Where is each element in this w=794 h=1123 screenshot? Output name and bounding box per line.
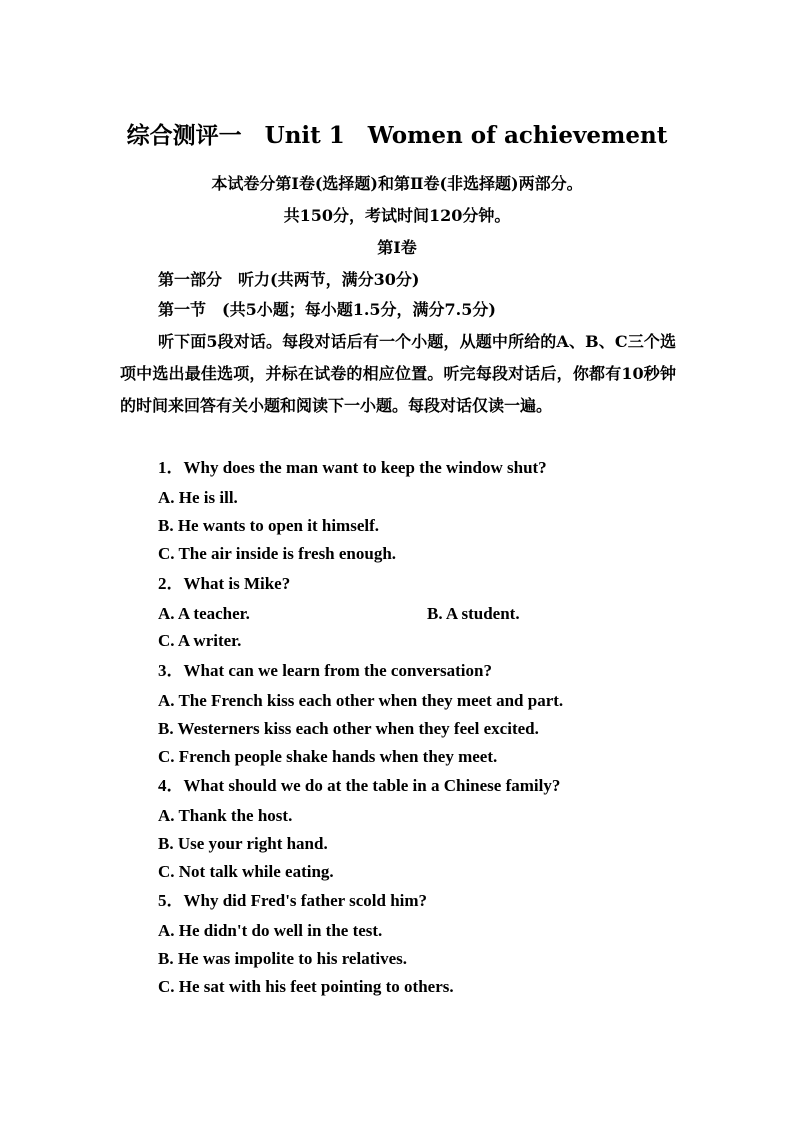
question-2-option-a: A. A teacher. [158,604,250,623]
intro-line-1: 本试卷分第Ⅰ卷(选择题)和第Ⅱ卷(非选择题)两部分。 [211,174,583,193]
question-1-option-b: B. He wants to open it himself. [158,516,379,535]
question-2-stem: 2．What is Mike? [158,574,291,593]
question-4-stem: 4．What should we do at the table in a Chinese family? [158,776,561,795]
question-5-option-c: C. He sat with his feet pointing to others. [158,977,454,996]
volume-heading: 第Ⅰ卷 [377,238,417,257]
question-3-option-c: C. French people shake hands when they meet. [158,747,498,766]
question-1-option-a: A. He is ill. [158,488,238,507]
question-5-option-b: B. He was impolite to his relatives. [158,949,407,968]
question-1-stem: 1．Why does the man want to keep the window shut? [158,458,547,477]
intro-line-2: 共150分，考试时间120分钟。 [283,206,511,225]
question-5-option-a: A. He didn't do well in the test. [158,921,383,940]
question-4-option-a: A. Thank the host. [158,806,293,825]
question-4-option-b: B. Use your right hand. [158,834,328,853]
question-2-option-c: C. A writer. [158,631,242,650]
section-heading: 第一节 (共5小题；每小题1.5分，满分7.5分) [158,300,496,319]
page-title: 综合测评一 Unit 1 Women of achievement [126,122,668,149]
question-5-stem: 5．Why did Fred's father scold him? [158,891,428,910]
part-heading: 第一部分 听力(共两节，满分30分) [158,270,420,289]
question-1-option-c: C. The air inside is fresh enough. [158,544,397,563]
question-4-option-c: C. Not talk while eating. [158,862,334,881]
question-2-option-b: B. A student. [427,604,520,623]
question-3-option-a: A. The French kiss each other when they meet and part. [158,691,564,710]
question-3-stem: 3．What can we learn from the conversation? [158,661,492,680]
instructions-paragraph: 听下面5段对话。每段对话后有一个小题，从题中所给的A、B、C三个选项中选出最佳选项，并标在试卷的相应位置。听完每段对话后，你都有10秒钟的时间来回答有关小题和阅读下一小题。每段对话仅读一遍。 [120,332,676,415]
question-3-option-b: B. Westerners kiss each other when they feel excited. [158,719,539,738]
